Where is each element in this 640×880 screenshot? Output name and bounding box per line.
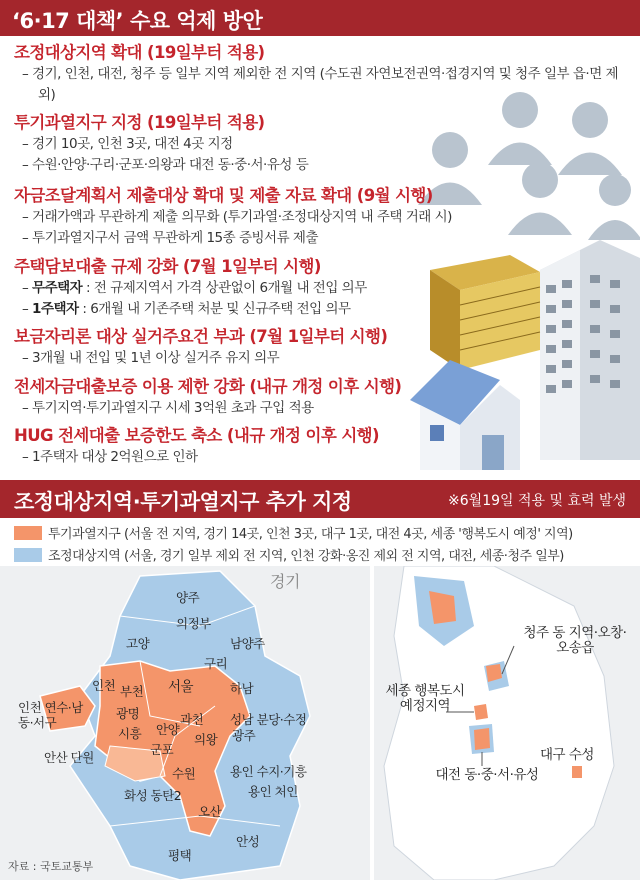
legend-item-adjustment <box>14 545 564 564</box>
section-line: – 1주택자 대상 2억원으로 인하 <box>22 449 198 465</box>
map-label: 용인 처인 <box>248 784 298 799</box>
section-line: – 3개월 내 전입 및 1년 이상 실거주 유지 의무 <box>22 350 280 366</box>
map-label: 용인 수지·기흥 <box>230 764 307 779</box>
line-text: : 6개월 내 기존주택 처분 및 신규주택 전입 의무 <box>78 301 351 317</box>
map-label: 평택 <box>168 848 192 863</box>
map-label: 남양주 <box>230 636 265 651</box>
section-speculation-zone <box>14 112 454 176</box>
map-label: 의왕 <box>194 732 218 747</box>
building-icon <box>540 240 640 460</box>
map-label: 고양 <box>126 636 150 651</box>
map-label: 대전 동·중·서·유성 <box>435 767 539 783</box>
section-title: 보금자리론 대상 실거주요건 부과 (7월 1일부터 시행) <box>14 327 388 346</box>
designation-title: 조정대상지역·투기과열지구 추가 지정 <box>14 490 352 514</box>
section-line: – 거래가액과 무관하게 제출 의무화 (투기과열·조정대상지역 내 주택 거래 시) <box>22 209 452 225</box>
map-label: 안성 <box>236 834 260 849</box>
section-line: – 경기, 인천, 대전, 청주 등 일부 지역 제외한 전 지역 (수도권 자연보전권역·접경지역 및 청주 일부 읍·면 제외) <box>22 66 619 103</box>
line-text: : 전 규제지역서 가격 상관없이 6개월 내 전입 의무 <box>82 280 367 296</box>
legend-label: 투기과열지구 (서울 전 지역, 경기 14곳, 인천 3곳, 대구 1곳, 대전 4곳, 세종 '행복도시 예정' 지역) <box>48 527 573 542</box>
designation-banner <box>0 480 640 518</box>
gyeonggi-map <box>0 566 370 880</box>
map-label: 과천 <box>180 712 204 727</box>
korea-map-shape <box>374 566 640 880</box>
map-label: 양주 <box>176 590 200 605</box>
section-funding-plan <box>14 185 454 249</box>
section-mortgage <box>14 256 454 320</box>
blue-swatch <box>14 548 42 562</box>
map-label: 군포 <box>150 742 174 757</box>
section-title: 전세자금대출보증 이용 제한 강화 (내규 개정 이후 시행) <box>14 377 402 396</box>
section-hug <box>14 425 454 468</box>
section-line: – 투기지역·투기과열지구 시세 3억원 초과 구입 적용 <box>22 400 314 416</box>
map-label: 화성 동탄2 <box>124 788 182 803</box>
source-note: 자료 : 국토교통부 <box>8 860 94 873</box>
section-title: 자금조달계획서 제출대상 확대 및 제출 자료 확대 (9월 시행) <box>14 186 433 205</box>
map-label: 대구 수성 <box>540 747 594 763</box>
map-label: 안산 단원 <box>44 750 94 765</box>
map-label: 인천 <box>92 678 116 693</box>
top-banner <box>0 0 640 36</box>
section-line: – 투기과열지구서 금액 무관하게 15종 증빙서류 제출 <box>22 230 318 246</box>
map-label: 하남 <box>230 681 254 696</box>
section-adjustment-area <box>14 42 619 106</box>
section-jeonse-guarantee <box>14 376 454 419</box>
map-label: 부천 <box>120 684 144 699</box>
page-title: ‘6·17 대책’ 수요 억제 방안 <box>12 9 263 33</box>
map-label: 광주 <box>232 728 256 743</box>
section-title: 조정대상지역 확대 (19일부터 적용) <box>14 43 265 62</box>
map-label: 수원 <box>172 766 196 781</box>
map-label: 서울 <box>168 679 194 695</box>
section-line: – 1주택자 : 6개월 내 기존주택 처분 및 신규주택 전입 의무 <box>22 301 351 317</box>
designation-note: ※6월19일 적용 및 효력 발생 <box>448 493 626 509</box>
section-line: – 경기 10곳, 인천 3곳, 대전 4곳 지정 <box>22 136 233 152</box>
legend-label: 조정대상지역 (서울, 경기 일부 제외 전 지역, 인천 강화·옹진 제외 전 지역, 대전, 세종·청주 일부) <box>48 549 564 564</box>
section-bogeumjari <box>14 326 454 369</box>
map-label: 안양 <box>156 722 180 737</box>
region-label: 경기 <box>270 572 300 591</box>
map-label: 오산 <box>198 804 222 819</box>
map-label: 청주 동 지역·오창·오송읍 <box>523 625 627 656</box>
korea-map <box>374 566 640 880</box>
legend-item-speculation <box>14 523 573 542</box>
section-title: 투기과열지구 지정 (19일부터 적용) <box>14 113 265 132</box>
map-label: 세종 행복도시 예정지역 <box>385 683 465 714</box>
section-line: – 무주택자 : 전 규제지역서 가격 상관없이 6개월 내 전입 의무 <box>22 280 367 296</box>
map-label: 광명 <box>116 706 140 721</box>
orange-swatch <box>14 526 42 540</box>
map-label: 시흥 <box>118 726 142 741</box>
line-head: 1주택자 <box>32 301 79 317</box>
section-line: – 수원·안양·구리·군포·의왕과 대전 동·중·서·유성 등 <box>22 157 309 173</box>
map-label: 의정부 <box>176 616 211 631</box>
section-title: HUG 전세대출 보증한도 축소 (내규 개정 이후 시행) <box>14 426 379 445</box>
map-label: 구리 <box>204 656 228 671</box>
section-title: 주택담보대출 규제 강화 (7월 1일부터 시행) <box>14 257 321 276</box>
line-head: 무주택자 <box>32 280 83 296</box>
map-label: 인천 연수·남동·서구 <box>18 700 83 730</box>
map-label: 성남 분당·수정 <box>230 712 307 727</box>
